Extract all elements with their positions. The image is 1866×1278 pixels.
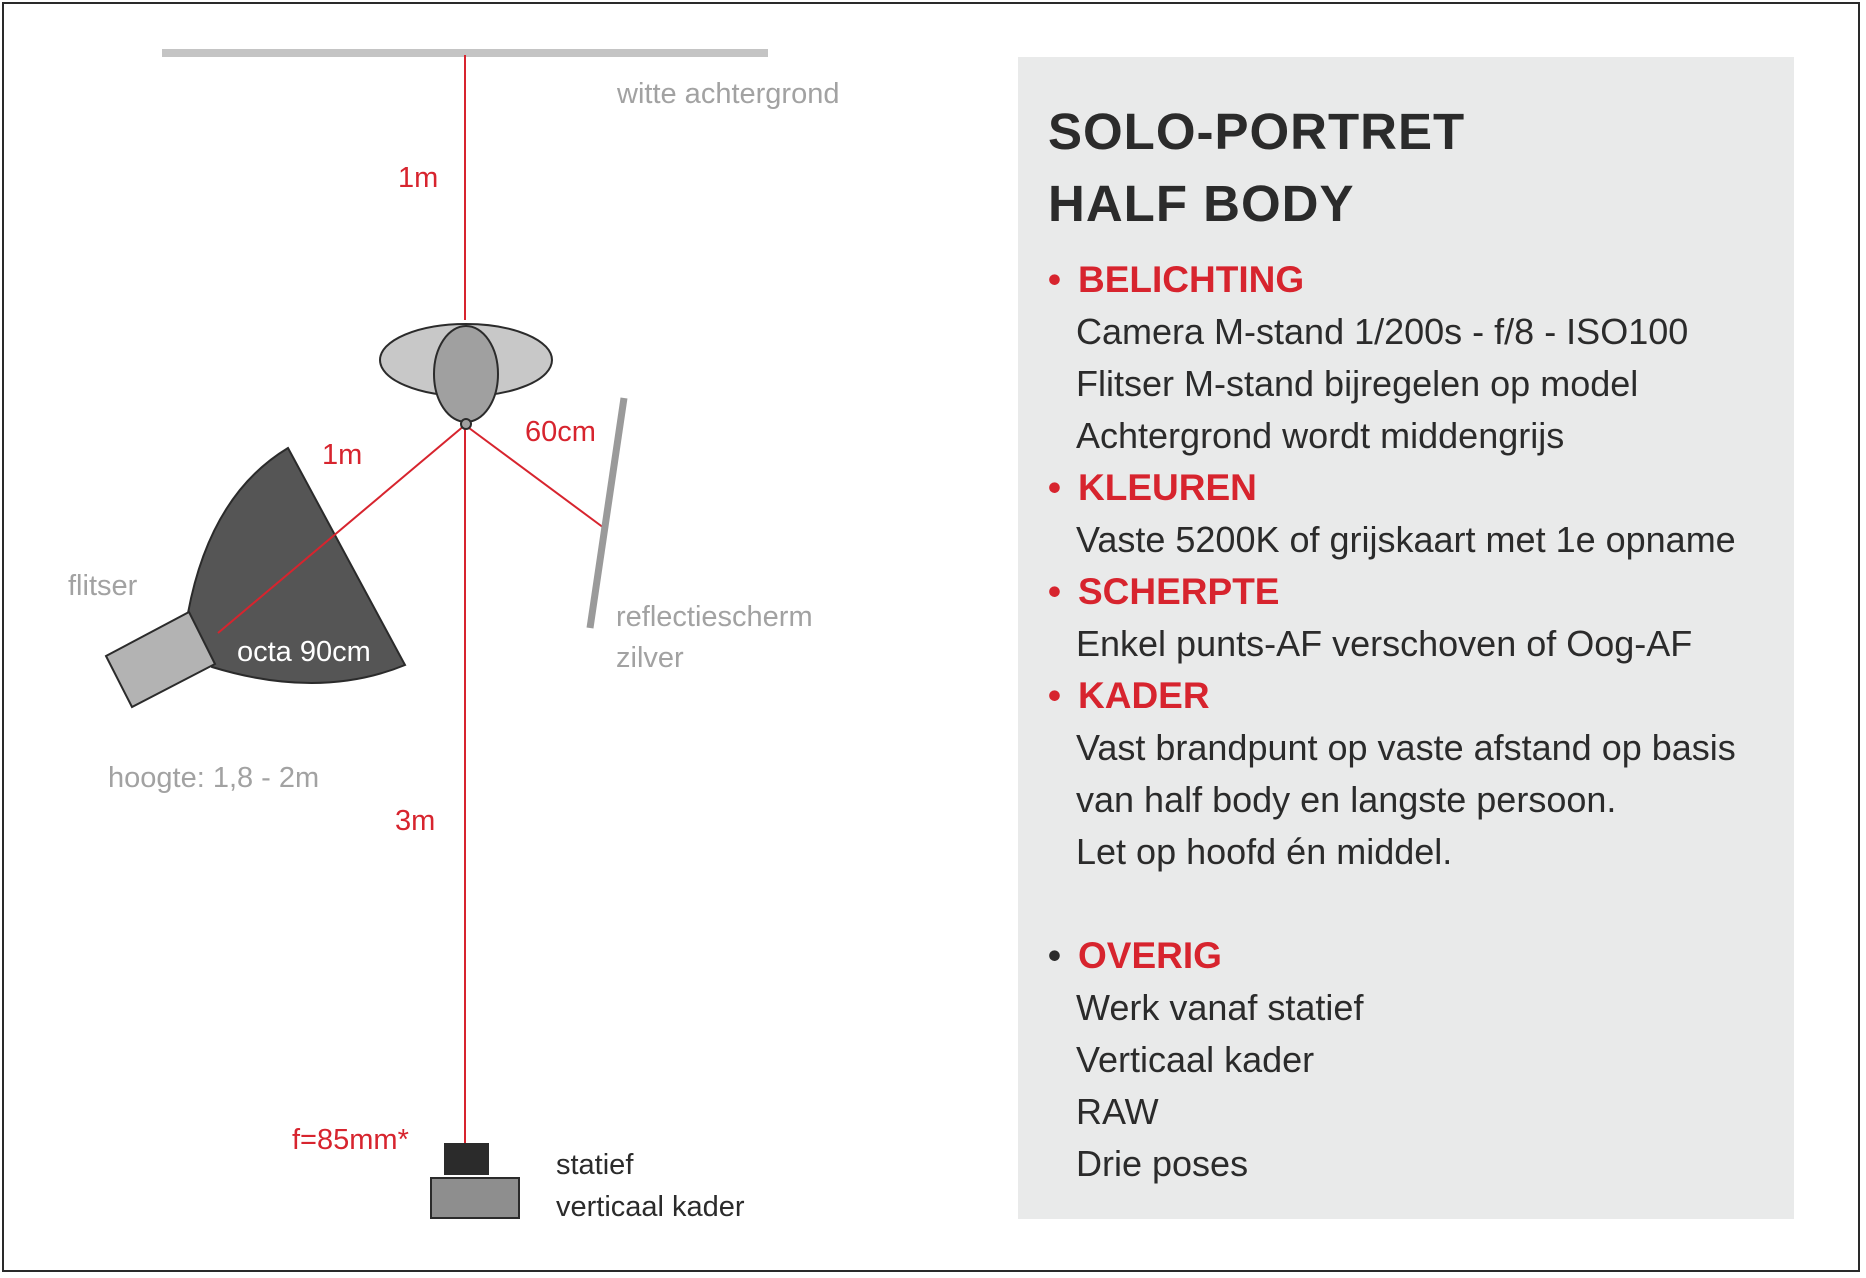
heading-text: SCHERPTE (1078, 571, 1280, 612)
tripod-label-1: statief (556, 1149, 634, 1181)
bullet-icon: • (1048, 675, 1061, 716)
section-line: Drie poses (1076, 1143, 1249, 1184)
camera-base (431, 1178, 519, 1218)
distance-camera-label: 3m (395, 805, 436, 837)
title-line-2: HALF BODY (1048, 175, 1355, 232)
section-line: RAW (1076, 1091, 1159, 1132)
tripod-label-2: verticaal kader (556, 1191, 745, 1223)
flash-label: flitser (68, 570, 138, 602)
subject-head (434, 326, 498, 422)
background-label: witte achtergrond (617, 78, 840, 110)
distance-reflector-label: 60cm (525, 416, 596, 448)
section-line: Let op hoofd én middel. (1076, 831, 1453, 872)
section-line: Flitser M-stand bijregelen op model (1076, 363, 1639, 404)
section-line: Werk vanaf statief (1076, 987, 1364, 1028)
section-heading-scherpte (1048, 566, 1788, 618)
panel-title (1048, 96, 1465, 240)
bullet-icon: • (1048, 935, 1061, 976)
focal-length-label: f=85mm* (292, 1124, 409, 1156)
panel-sections (1048, 254, 1788, 1190)
bullet-icon: • (1048, 571, 1061, 612)
bullet-icon: • (1048, 467, 1061, 508)
camera-body (444, 1143, 489, 1175)
height-label: hoogte: 1,8 - 2m (108, 762, 320, 794)
softbox-label: octa 90cm (237, 636, 371, 668)
section-line: van half body en langste persoon. (1076, 779, 1617, 820)
reflector-label-2: zilver (616, 642, 684, 674)
section-heading-kleuren (1048, 462, 1788, 514)
section-line: Enkel punts-AF verschoven of Oog-AF (1076, 623, 1693, 664)
section-spacer (1048, 878, 1788, 930)
subject-nose (461, 419, 471, 429)
heading-text: KLEUREN (1078, 467, 1257, 508)
heading-text: KADER (1078, 675, 1210, 716)
heading-text: BELICHTING (1078, 259, 1305, 300)
section-heading-kader (1048, 670, 1788, 722)
heading-text: OVERIG (1078, 935, 1222, 976)
section-line: Camera M-stand 1/200s - f/8 - ISO100 (1076, 311, 1689, 352)
bullet-icon: • (1048, 259, 1061, 300)
section-line: Vaste 5200K of grijskaart met 1e opname (1076, 519, 1736, 560)
title-line-1: SOLO-PORTRET (1048, 103, 1466, 160)
section-heading-belichting (1048, 254, 1788, 306)
distance-light-label: 1m (322, 439, 363, 471)
section-line: Vast brandpunt op vaste afstand op basis (1076, 727, 1736, 768)
distance-background-label: 1m (398, 162, 439, 194)
section-heading-overig (1048, 930, 1788, 982)
reflector-label-1: reflectiescherm (616, 601, 813, 633)
section-line: Achtergrond wordt middengrijs (1076, 415, 1565, 456)
section-line: Verticaal kader (1076, 1039, 1315, 1080)
